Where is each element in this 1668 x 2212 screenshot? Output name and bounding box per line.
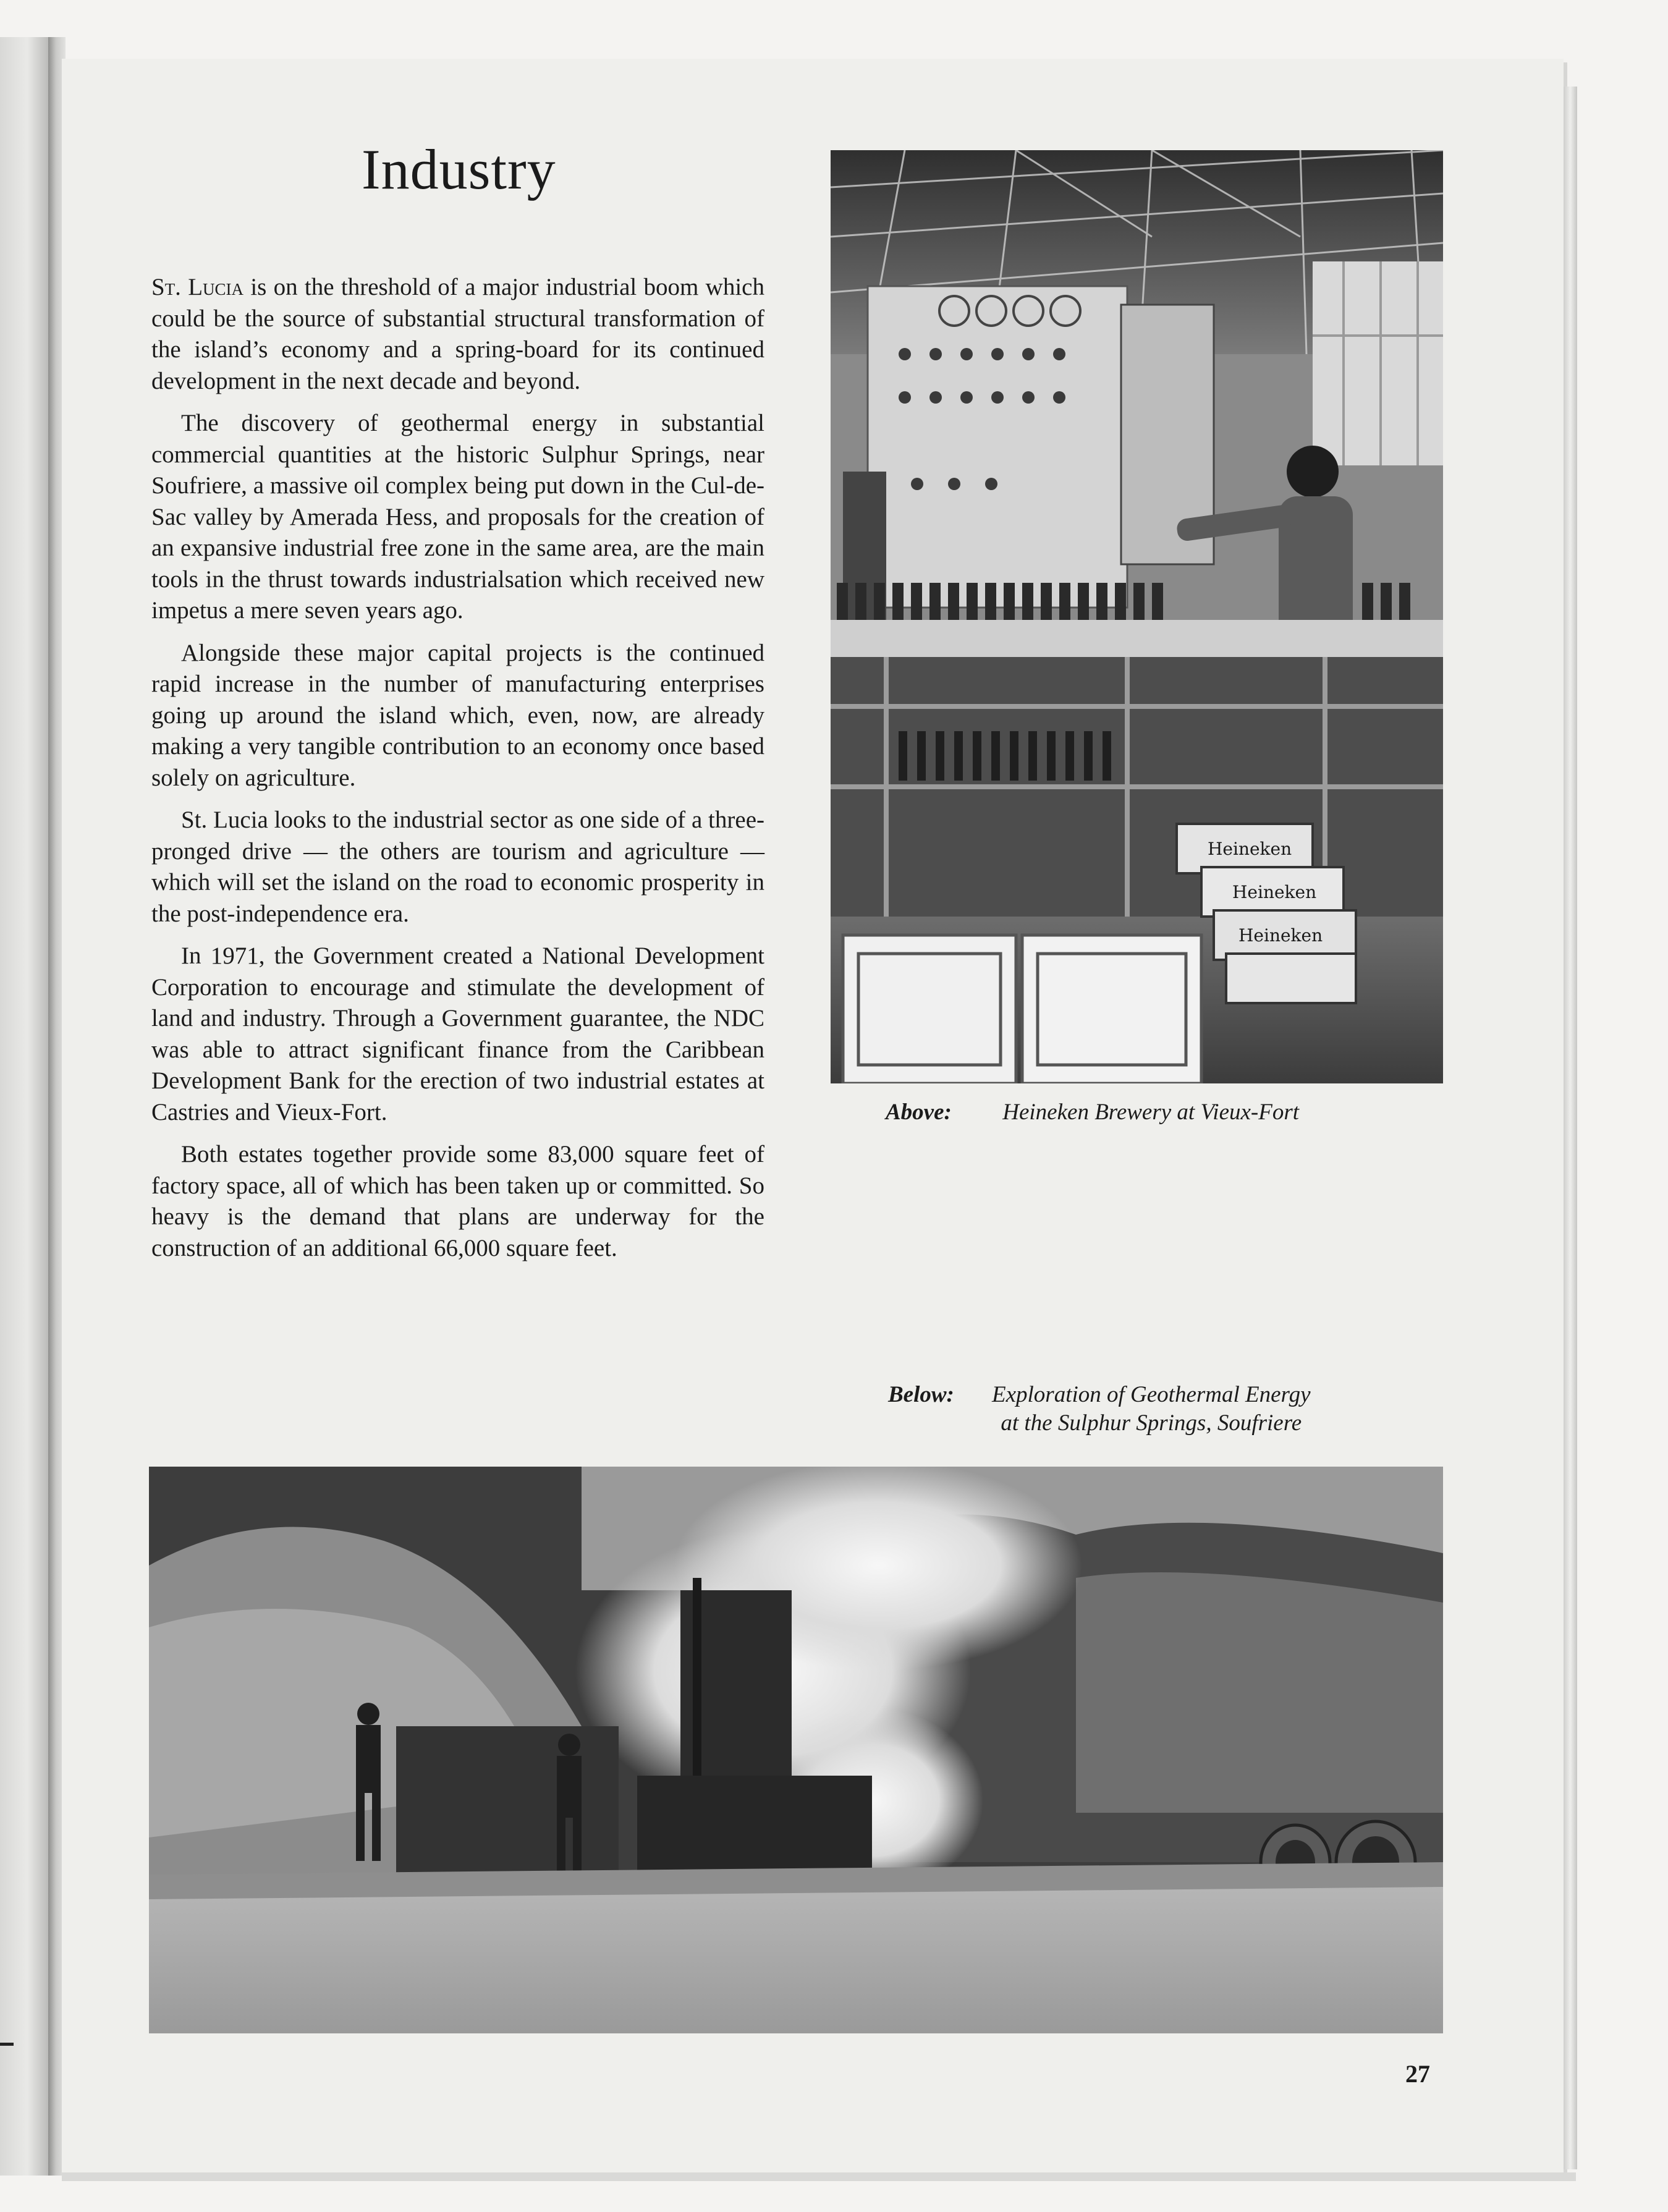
brewery-photo-illustration [831, 150, 1443, 1083]
lead-in: St. Lucia [151, 274, 244, 300]
crate-label-1: Heineken [1208, 839, 1292, 859]
caption-below [888, 1381, 1444, 1438]
paragraph-1 [151, 272, 764, 397]
crate-label-2: Heineken [1232, 882, 1317, 902]
page-number: 27 [1405, 2060, 1430, 2088]
caption-below-label: Below: [888, 1382, 954, 1407]
paragraph-3: Alongside these major capital projects is the continued rapid increase in the number of manufacturing enterprises going up around the island which, even, now, are already making a very tangible contribution to an economy once based solely on agriculture. [151, 639, 764, 791]
caption-above-text: Heineken Brewery at Vieux-Fort [1002, 1100, 1300, 1125]
previous-page-mark [0, 2043, 14, 2046]
paragraph-5: In 1971, the Government created a National Development Corporation to encourage and stimulate the development of land and industry. Through a Government guarantee, the NDC was able to attract significant finance from the Caribbean Development Bank for the erection of two industrial estates at Castries and Vieux-Fort. [151, 943, 764, 1125]
paragraph-2: The discovery of geothermal energy in substantial commercial quantities at the historic Sulphur Springs, near Soufriere, a massive oil complex being put down in the Cul-de-Sac valley by Amerada Hess, and proposals for the creation of an expansive industrial free zone in the same area, are the main tools in the thrust towards industrialsation which received new impetus a mere seven years ago. [151, 410, 764, 624]
caption-below-line-1: Exploration of Geothermal Energy [992, 1382, 1311, 1407]
page-title: Industry [362, 138, 556, 201]
caption-below-line-2: at the Sulphur Springs, Soufriere [1001, 1410, 1302, 1436]
paragraph-1-text: is on the threshold of a major industrial boom which could be the source of substantial structural transformation of the island’s economy and a spring-board for its continued development in the next decade and beyond. [151, 274, 764, 394]
caption-below-text [992, 1381, 1311, 1438]
paragraph-6: Both estates together provide some 83,000 square feet of factory space, all of which has been taken up or committed. So heavy is the demand that plans are underway for the construction of an additional 66,000 square feet. [151, 1141, 764, 1261]
crate-label-3: Heineken [1238, 925, 1323, 946]
page-bottom-edge [62, 2172, 1576, 2181]
article-body [151, 272, 764, 1275]
paragraph-4: St. Lucia looks to the industrial sector as one side of a three-pronged drive — the others are tourism and agriculture — which will set the island on the road to economic prosperity in the post-independence era. [151, 807, 764, 927]
previous-page-edge [0, 37, 49, 2176]
page-stack-edge [1564, 87, 1577, 2169]
caption-above [886, 1098, 1442, 1127]
brewery-photo [831, 150, 1443, 1083]
geothermal-photo [149, 1467, 1443, 2033]
caption-above-label: Above: [886, 1100, 952, 1125]
geothermal-photo-illustration [149, 1467, 1443, 2033]
